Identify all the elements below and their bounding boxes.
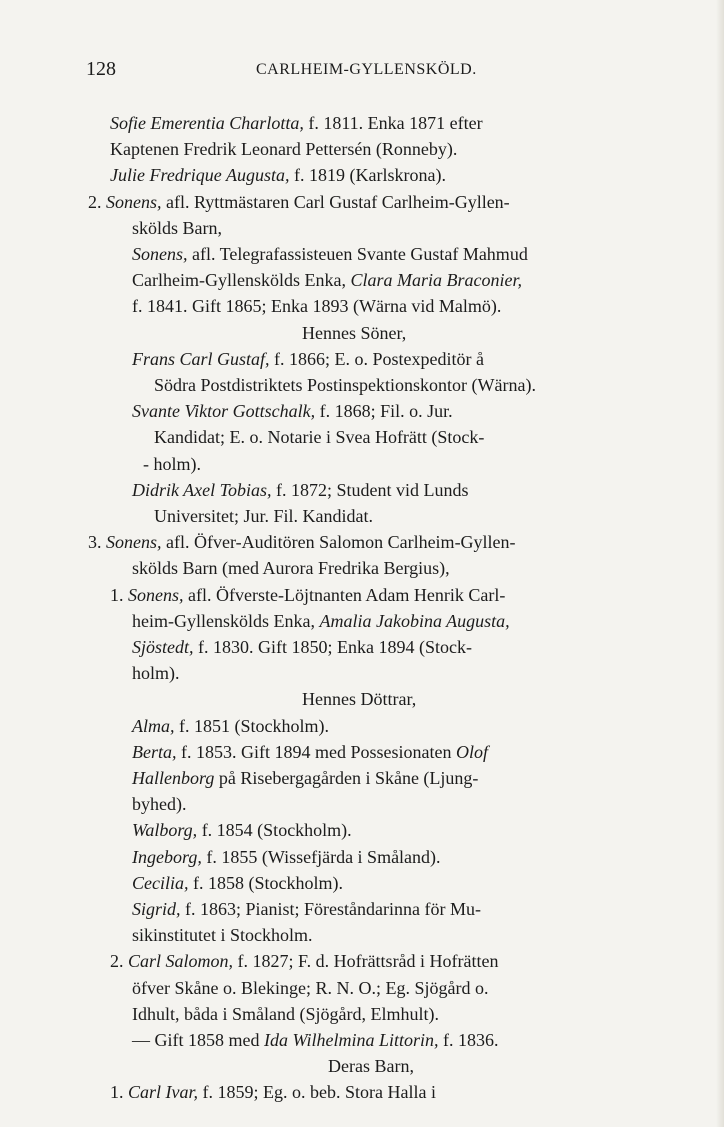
italic-name: Sjöstedt, [132,637,194,657]
text-segment: f. 1811. Enka 1871 efter [303,113,483,133]
text-line [132,819,352,841]
text-segment: f. 1827; F. d. Hofrättsråd i Hofrätten [233,951,499,972]
text-segment: Hennes Söner, [302,322,407,343]
text-line [328,1055,414,1077]
text-line [132,243,528,265]
text-segment: f. 1854 (Stockholm). [197,820,352,841]
text-segment: Idhult, båda i Småland (Sjögård, Elmhult). [132,1003,439,1024]
text-line [132,348,484,370]
text-segment: holm). [132,663,180,684]
italic-name: Berta, [132,741,177,762]
text-segment: f. 1819 (Karlskrona). [289,165,446,186]
italic-name: Clara Maria Braconier, [350,270,522,291]
italic-name: Walborg, [132,820,198,841]
italic-name: Sofie Emerentia Charlotta, [110,113,304,133]
text-line [132,846,441,868]
text-segment: afl. Öfverste-Löjtnanten Adam Henrik Carl- [183,584,506,605]
text-line [132,715,329,737]
text-segment: f. 1868; Fil. o. Jur. [315,401,453,422]
text-segment: Hennes Döttrar, [302,689,417,710]
text-segment: f. 1836. [438,1030,499,1050]
italic-name: Ingeborg, [132,846,202,867]
text-segment: Carlheim-Gyllenskölds Enka, [132,270,351,291]
italic-name: Hallenborg [132,768,215,788]
italic-name: Alma, [132,715,175,736]
text-line [302,688,416,710]
text-line [88,531,516,553]
text-segment: f. 1853. Gift 1894 med Possesionaten [176,741,456,762]
italic-name: Svante Viktor Gottschalk, [132,401,316,422]
text-segment: f. 1841. Gift 1865; Enka 1893 (Wärna vid Malmö). [132,296,502,317]
text-line [110,950,499,972]
text-segment: 2. [110,951,128,972]
italic-name: Didrik Axel Tobias, [132,479,272,500]
text-segment: — Gift 1858 med [132,1030,264,1050]
text-line [132,977,488,999]
text-segment: f. 1830. Gift 1850; Enka 1894 (Stock- [193,637,472,657]
italic-name: Sigrid, [132,899,181,919]
italic-name: Amalia Jakobina Augusta, [319,610,510,631]
italic-name: Frans Carl Gustaf, [132,348,270,369]
text-segment: sikinstitutet i Stockholm. [132,925,313,946]
text-segment: Deras Barn, [328,1056,414,1077]
text-segment: öfver Skåne o. Blekinge; R. N. O.; Eg. Sjögård o. [132,977,489,998]
text-line [132,924,313,946]
text-line [132,217,222,239]
text-segment: f. 1872; Student vid Lunds [271,479,469,500]
text-line [88,191,510,213]
text-segment: 1. [110,584,128,605]
text-line [110,112,483,134]
italic-name: Sonens, [132,244,188,264]
text-line [132,793,186,815]
text-segment: f. 1866; E. o. Postexpeditör å [269,348,485,369]
text-line [132,741,488,763]
text-line [132,479,469,501]
text-line [132,295,501,317]
text-segment: byhed). [132,794,187,815]
text-segment: afl. Öfver-Auditören Salomon Carlheim-Gyllen- [161,532,516,553]
text-line [132,636,472,658]
text-segment: f. 1858 (Stockholm). [188,872,343,893]
text-segment: 1. [110,1082,128,1103]
text-line [132,400,453,422]
text-line [154,374,536,396]
text-segment: heim-Gyllenskölds Enka, [132,610,320,631]
text-line [302,322,406,344]
running-title: CARLHEIM-GYLLENSKÖLD. [256,61,477,78]
text-segment: skölds Barn (med Aurora Fredrika Bergius), [132,558,450,579]
italic-name: Julie Fredrique Augusta, [110,165,290,186]
italic-name: Cecilia, [132,872,189,893]
text-line [132,662,180,684]
italic-name: Sonens, [106,532,162,553]
text-line [132,269,522,291]
text-line [132,898,481,920]
text-line [110,138,457,160]
text-line [154,505,373,527]
text-segment: Kandidat; E. o. Notarie i Svea Hofrätt (Stock- [154,427,485,448]
page-number: 128 [86,58,116,80]
text-segment: afl. Telegrafassisteuen Svante Gustaf Mahmud [187,244,528,264]
text-line [132,610,510,632]
text-segment: Universitet; Jur. Fil. Kandidat. [154,506,373,526]
text-line [132,1003,439,1025]
text-line [132,767,478,789]
text-line [132,557,450,579]
text-segment: skölds Barn, [132,217,222,238]
text-segment: f. 1859; Eg. o. beb. Stora Halla i [198,1082,436,1103]
text-segment: 2. [88,191,106,212]
page-header [86,58,686,88]
text-segment: på Risebergagården i Skåne (Ljung- [214,768,479,788]
text-line [154,426,484,448]
italic-name: Ida Wilhelmina Littorin, [264,1030,439,1050]
text-line [132,1029,499,1051]
text-segment: f. 1851 (Stockholm). [174,715,329,736]
text-segment: Södra Postdistriktets Postinspektionskontor (Wärna). [154,375,536,395]
text-segment: Kaptenen Fredrik Leonard Pettersén (Ronneby). [110,139,458,160]
text-line [110,164,446,186]
text-segment: afl. Ryttmästaren Carl Gustaf Carlheim-Gyllen- [161,191,510,212]
text-segment: 3. [88,532,106,553]
italic-name: Sonens, [106,191,162,212]
italic-name: Sonens, [128,584,184,605]
italic-name: Carl Ivar, [128,1082,199,1103]
italic-name: Carl Salomon, [128,951,234,972]
text-line [110,1081,436,1103]
text-line [110,584,505,606]
text-segment: f. 1855 (Wissefjärda i Småland). [201,846,441,867]
text-line [143,453,201,475]
italic-name: Olof [455,741,488,762]
page-edge [716,0,724,1127]
text-line [132,872,343,894]
text-segment: f. 1863; Pianist; Föreståndarinna för Mu- [180,899,481,919]
text-segment: - holm). [143,453,201,474]
